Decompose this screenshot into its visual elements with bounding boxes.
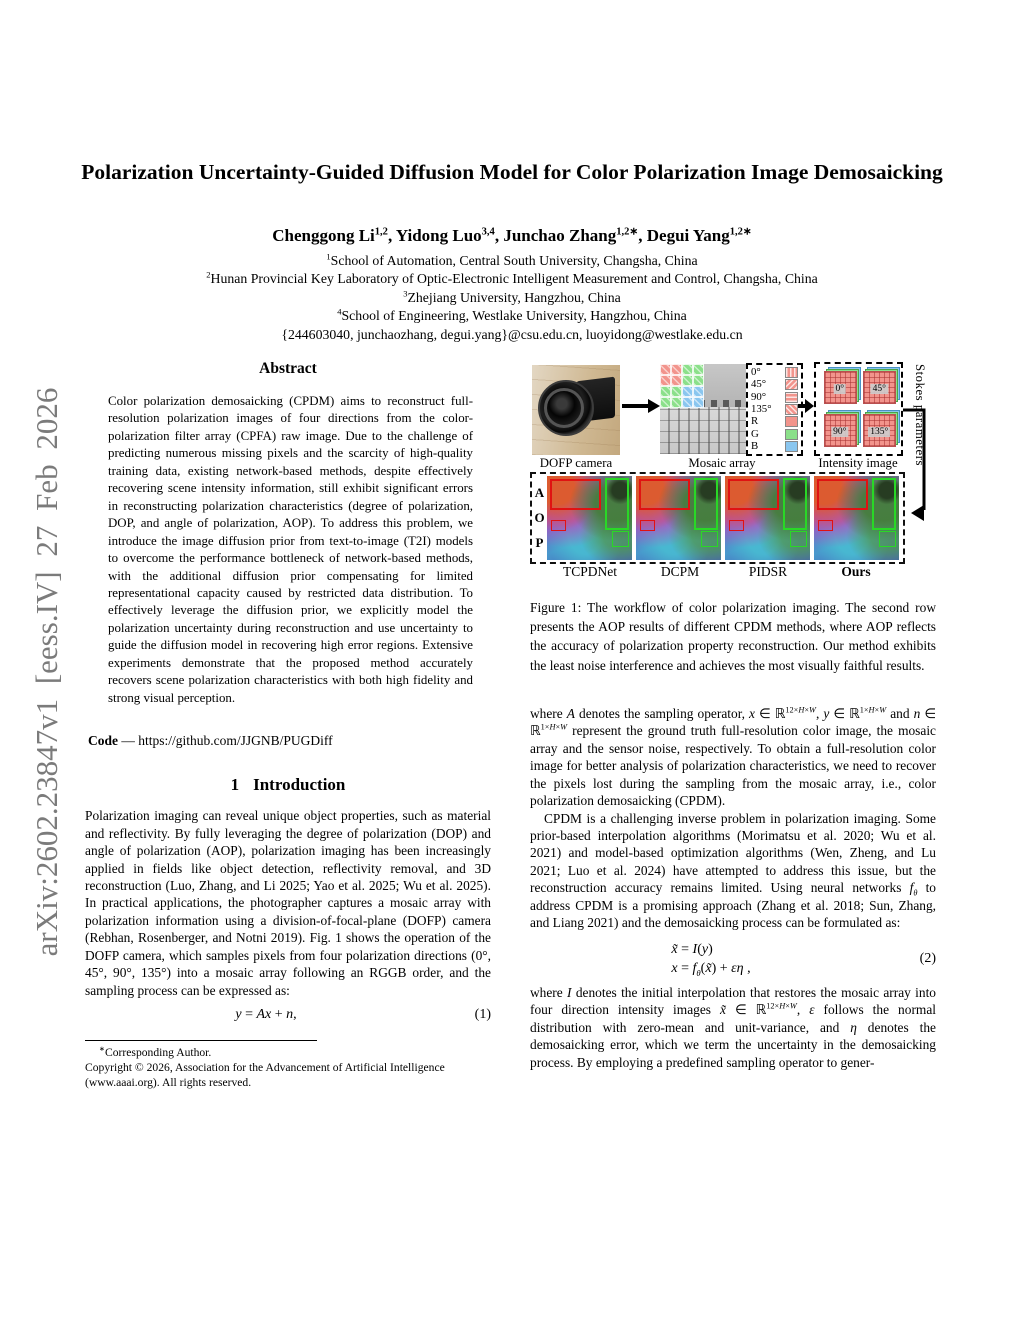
affiliations-block	[42, 252, 982, 344]
equation-2	[530, 940, 936, 978]
figure-1-caption: Figure 1: The workflow of color polarization imaging. The second row presents the AOP results of different CPDM methods, where AOP reflects the accuracy of polarization property reconstruction. Our method exhibits the least noise interference and achieves the most visually faithful results.	[530, 600, 936, 673]
legend-swatch-0deg	[785, 367, 798, 378]
legend-swatch-r	[785, 416, 798, 427]
mosaic-array-image	[660, 364, 746, 454]
stokes-parameters-label: Stokes parameters	[913, 364, 927, 466]
paragraph-sampling-operator: where A denotes the sampling operator, x ∈ ℝ$^{12\times H\times W}$, y ∈ ℝ$^{1\times H\times W}$ and n ∈ ℝ$^{1\times H\times W}$ represent the ground truth full-resolution color image, the mosaic array and the sensor noise, respectively. To obtain a full-resolution color image for better analysis of polarization characteristics, we need to recover the pixels lost during the sampling from the mosaic array, i.e., color polarization demosaicking (CPDM).	[530, 705, 937, 809]
equation-2-line1: x̃ = I(y)	[671, 941, 713, 957]
legend-swatch-135deg	[785, 404, 798, 415]
camera-lens-ring	[544, 388, 584, 428]
footnote-block	[85, 1040, 491, 1090]
section-heading-introduction	[85, 775, 491, 795]
left-column	[85, 360, 491, 1091]
dofp-camera-photo	[532, 365, 620, 455]
code-url-link[interactable]: https://github.com/JJGNB/PUGDiff	[138, 733, 333, 749]
cpfa-legend	[746, 363, 803, 456]
equation-2-number: (2)	[919, 950, 936, 966]
emails-line: {244603040, junchaozhang, degui.yang}@csu.edu.cn, luoyidong@westlake.edu.cn	[281, 326, 743, 342]
intensity-stack-135	[863, 414, 897, 449]
intensity-tag-135: 135°	[870, 427, 889, 438]
intensity-stack-0	[823, 371, 857, 406]
dofp-camera-label: DOFP camera	[539, 456, 613, 470]
method-label-ours: Ours	[841, 564, 871, 579]
aop-image-tcpdnet	[547, 476, 632, 560]
legend-label-g: G	[751, 427, 759, 440]
paragraph-interpolation: where I denotes the initial interpolation that restores the mosaic array into four direction intensity images x̃ ∈ ℝ$^{12\times H\times W}$, ε follows the normal distribution with zero-mean and unit-variance, and η denotes the demosaicking error, which we term the uncertainty in the demosaicking process. By employing a predefined sampling operator to gener-	[530, 984, 937, 1070]
equation-1-body: y = Ax + n,	[235, 1007, 297, 1023]
aop-comparison-box	[530, 472, 905, 564]
arrow-camera-to-mosaic	[648, 399, 660, 413]
code-line	[88, 733, 491, 749]
legend-swatch-45deg	[785, 379, 798, 390]
legend-label-b: B	[751, 439, 759, 452]
footnote-corresponding: ∗Corresponding Author.	[99, 1045, 212, 1060]
legend-swatch-b	[785, 441, 798, 452]
section-number: 1	[230, 775, 240, 795]
section-title: Introduction	[253, 775, 346, 795]
affiliation-2: $^2$Hunan Provincial Key Laboratory of Optic-Electronic Intelligent Measurement and Control, Changsha, China	[206, 269, 818, 287]
keyboard-keys	[660, 407, 746, 454]
method-label-dcpm: DCPM	[660, 564, 700, 579]
affiliation-4: $^4$School of Engineering, Westlake University, Hangzhou, China	[337, 306, 687, 324]
right-column	[530, 362, 936, 1071]
intensity-stack-45	[863, 371, 897, 406]
figure-1	[530, 362, 930, 578]
legend-label-45deg: 45°	[751, 378, 767, 391]
abstract-heading: Abstract	[259, 360, 317, 377]
intro-paragraph: Polarization imaging can reveal unique object properties, such as material and reflectivity. By fully leveraging the degree of polarization (DOP) and angle of polarization (AOP), polarization imaging has been increasingly applied in fields like object detection, reflectivity removal, and 3D reconstruction (Luo, Zhang, and Li 2025; Yao et al. 2025; Wu et al. 2025). In practical applications, the photographer captures a mosaic array with polarization information using a division-of-focal-plane (DOFP) camera (Rebhan, Rosenberger, and Notni 2019). Fig. 1 shows the operation of the DOFP camera, which samples pixels from four polarization directions (0°, 45°, 90°, 135°) into a mosaic array following an RGGB order, and the sampling process can be expressed as:	[85, 808, 491, 998]
affiliation-1: $^1$School of Automation, Central South University, Changsha, China	[326, 251, 698, 268]
method-label-pidsr: PIDSR	[748, 564, 788, 579]
intensity-tag-45: 45°	[872, 384, 886, 395]
legend-label-0deg: 0°	[751, 366, 761, 378]
code-separator: —	[121, 733, 135, 749]
arrow-legend-to-intensity	[805, 399, 814, 413]
aop-image-dcpm	[636, 476, 721, 560]
aop-image-ours	[814, 476, 899, 560]
code-label: Code	[88, 733, 118, 749]
intensity-tag-90: 90°	[833, 427, 847, 438]
legend-label-90deg: 90°	[751, 390, 767, 403]
equation-2-line2: $x = f_\theta(x̃) + \varepsilon\eta$ ,	[671, 960, 751, 978]
footnote-copyright: Copyright © 2026, Association for the Advancement of Artificial Intelligence (www.aaai.org). All rights reserved.	[85, 1060, 445, 1089]
arxiv-banner: arXiv:2602.23847v1 [eess.IV] 27 Feb 2026	[29, 387, 64, 957]
intensity-stack-90	[823, 414, 857, 449]
legend-swatch-g	[785, 429, 798, 440]
intensity-image-box	[814, 362, 903, 456]
method-label-tcpdnet: TCPDNet	[563, 564, 617, 579]
legend-label-r: R	[751, 415, 759, 428]
legend-swatch-90deg	[785, 392, 798, 403]
page-title: Polarization Uncertainty-Guided Diffusion Model for Color Polarization Image Demosaicking	[81, 160, 943, 184]
cpfa-mosaic-grid	[660, 364, 704, 408]
aop-axis-label: A O P	[534, 484, 545, 551]
equation-1	[85, 1007, 491, 1023]
equation-1-number: (1)	[474, 1007, 491, 1023]
intensity-tag-0: 0°	[835, 384, 845, 395]
aop-image-strip	[547, 474, 903, 562]
mosaic-array-label: Mosaic array	[688, 456, 756, 470]
authors-line: Chenggong Li$^{1,2}$, Yidong Luo$^{3,4}$, Junchao Zhang$^{1,2∗}$, Degui Yang$^{1,2∗}$	[272, 226, 752, 245]
affiliation-3: $^3$Zhejiang University, Hangzhou, China	[403, 288, 621, 305]
paragraph-cpdm-inverse: CPDM is a challenging inverse problem in polarization imaging. Some prior-based interpolation algorithms (Morimatsu et al. 2020; Wu et al. 2021) and model-based optimization algorithms (Wen, Zheng, and Lu 2021; Luo et al. 2024) have attempted to address this issue, but the reconstruction accuracy remains limited. Using neural networks $f_\theta$ to address CPDM is a promising approach (Zhang et al. 2018; Sun, Zhang, and Liang 2021) and the demosaicking process can be formulated as:	[530, 810, 936, 931]
footnote-rule	[85, 1040, 317, 1041]
aop-image-pidsr	[725, 476, 810, 560]
equation-2-body	[530, 940, 892, 978]
intensity-image-label: Intensity image	[818, 456, 898, 470]
abstract-body: Color polarization demosaicking (CPDM) aims to reconstruct full-resolution polarization images of four directions from the color-polarization filter array (CPFA) raw image. Due to the challenge of predicting numerous missing pixels and the scarcity of high-quality training data, existing network-based methods, despite effectively recovering scene intensity information, still exhibit significant errors in reconstructing polarization characteristics (degree of polarization, DOP, and angle of polarization, AOP). To address this problem, we introduce the image diffusion prior from text-to-image (T2I) models to overcome the performance bottleneck of network-based methods, with the additional diffusion prior compensating for limited representational capacity caused by restricted data distribution. To effectively leverage the diffusion prior, we explicitly model the polarization uncertainty during reconstruction and use uncertainty to guide the diffusion model in recovering high error regions. Extensive experiments demonstrate that the proposed method accurately recovers scene polarization characteristics with both high fidelity and strong visual perception.	[108, 394, 473, 705]
legend-label-135deg: 135°	[751, 402, 772, 415]
